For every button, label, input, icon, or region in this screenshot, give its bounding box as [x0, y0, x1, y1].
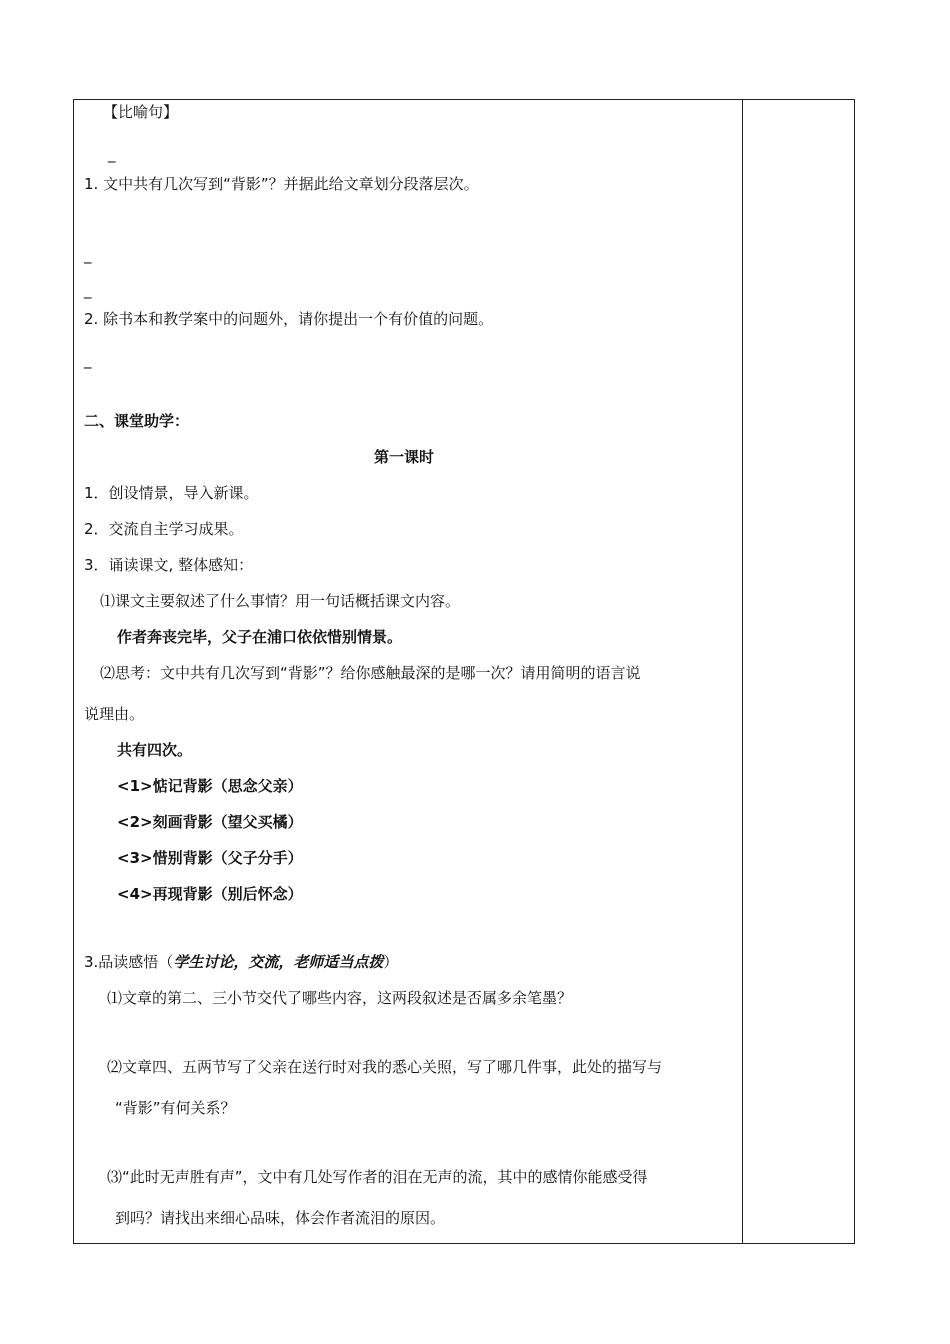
- blank-line: _: [108, 145, 116, 163]
- sub-question-2-line-2: 说理由。: [84, 705, 145, 723]
- answer-item: <2>刻画背影（望父买橘）: [117, 813, 303, 831]
- answer-intro: 共有四次。: [117, 741, 193, 759]
- preview-question-2: 2. 除书本和教学案中的问题外，请你提出一个有价值的问题。: [84, 310, 494, 328]
- appreciation-question-2-line-2: “背影”有何关系？: [115, 1099, 236, 1117]
- step-1: 1．创设情景，导入新课。: [84, 484, 259, 502]
- appreciation-question-2-line-1: ⑵文章四、五两节写了父亲在送行时对我的悉心关照，写了哪几件事，此处的描写与: [107, 1058, 663, 1076]
- appreciation-note: 学生讨论，交流，老师适当点拨: [173, 953, 384, 971]
- appreciation-suffix: ）: [383, 953, 399, 971]
- column-divider: [742, 99, 743, 1244]
- preview-question-1: 1. 文中共有几次写到“背影”？并据此给文章划分段落层次。: [84, 175, 479, 193]
- step-2: 2．交流自主学习成果。: [84, 520, 244, 538]
- appreciation-heading: [84, 952, 398, 972]
- answer-item: <4>再现背影（别后怀念）: [117, 885, 303, 903]
- blank-line: _: [84, 351, 92, 369]
- metaphor-heading: 【比喻句】: [103, 103, 179, 121]
- sub-question-1: ⑴课文主要叙述了什么事情？用一句话概括课文内容。: [100, 592, 461, 610]
- step-3: 3．诵读课文, 整体感知：: [84, 556, 254, 574]
- answer-item: <1>惦记背影（思念父亲）: [117, 777, 303, 795]
- sub-question-2-line-1: ⑵思考：文中共有几次写到“背影”？给你感触最深的是哪一次？请用简明的语言说: [100, 664, 641, 682]
- section-title: 二、课堂助学：: [84, 412, 190, 430]
- lesson-title: 第一课时: [374, 448, 435, 466]
- appreciation-question-3-line-1: ⑶“此时无声胜有声”，文中有几处写作者的泪在无声的流，其中的感情你能感受得: [107, 1168, 648, 1186]
- appreciation-question-3-line-2: 到吗？请找出来细心品味，体会作者流泪的原因。: [115, 1209, 446, 1227]
- blank-line: _: [84, 246, 92, 264]
- sub-answer-1: 作者奔丧完毕，父子在浦口依依惜别情景。: [117, 628, 403, 646]
- appreciation-question-1: ⑴文章的第二、三小节交代了哪些内容，这两段叙述是否属多余笔墨？: [107, 989, 573, 1007]
- blank-line: _: [84, 281, 92, 299]
- appreciation-prefix: 3.品读感悟（: [84, 953, 174, 971]
- answer-item: <3>惜别背影（父子分手）: [117, 849, 303, 867]
